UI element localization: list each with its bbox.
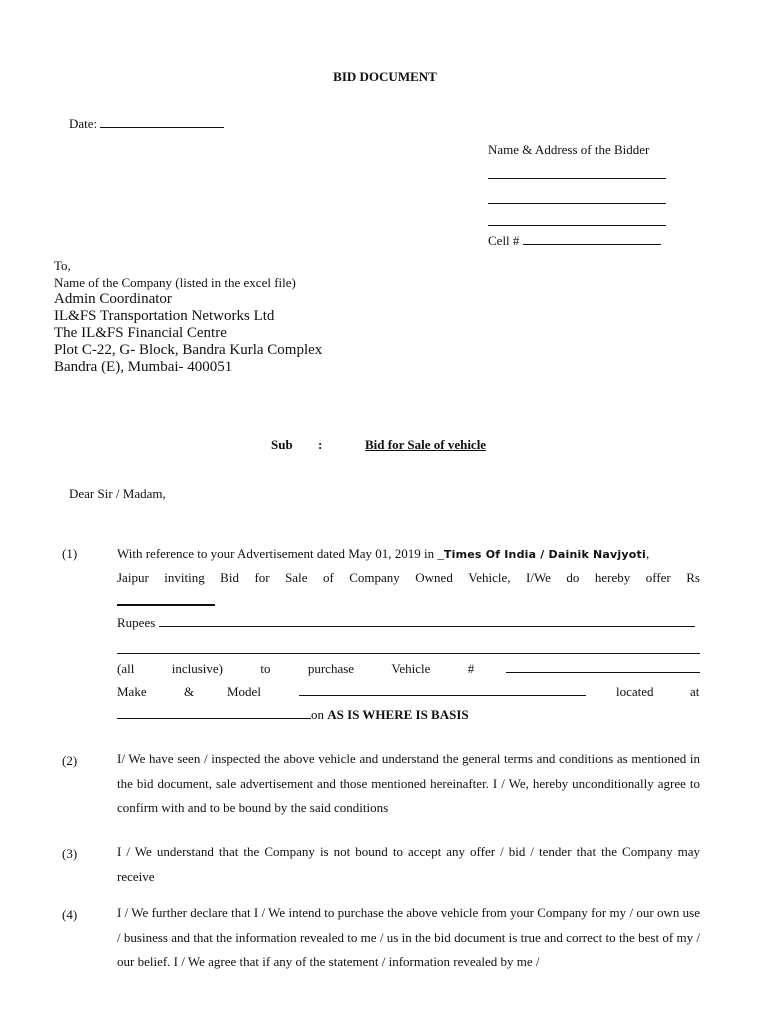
word: Vehicle, (468, 570, 511, 585)
company-note: Name of the Company (listed in the excel file) (54, 274, 296, 290)
to-salutation: To, (54, 258, 71, 273)
on-label: on (311, 707, 324, 722)
make-model-blank (299, 684, 586, 696)
word: purchase (307, 661, 355, 676)
document-title: BID DOCUMENT (333, 69, 437, 84)
word: Owned (415, 570, 453, 585)
word: inviting (164, 570, 205, 585)
subject-text: Bid for Sale of vehicle (365, 437, 487, 452)
address-line: The IL&FS Financial Centre (54, 325, 227, 341)
word: Vehicle (391, 661, 431, 676)
para-1-line-6 (117, 684, 700, 700)
word: I/We (526, 570, 551, 585)
date-blank (100, 116, 224, 128)
para-2-number: (2) (62, 753, 78, 768)
date-label: Date: (69, 116, 98, 131)
ampersand: & (184, 684, 195, 699)
word: Jaipur (117, 570, 149, 585)
bidder-heading: Name & Address of the Bidder (488, 142, 650, 157)
word: Bid (220, 570, 239, 585)
location-blank (117, 707, 311, 719)
bidder-line-3 (488, 225, 666, 226)
bidder-line-2 (488, 203, 666, 204)
date-field (69, 116, 224, 132)
word: offer (645, 570, 671, 585)
cell-blank (523, 233, 661, 245)
rupees-label: Rupees (117, 615, 156, 630)
word: of (322, 570, 334, 585)
word: Rs (686, 570, 700, 585)
address-line: Bandra (E), Mumbai- 400051 (54, 359, 233, 375)
word: (all (117, 661, 135, 676)
para-1-text: With reference to your Advertisement dated May 01, 2019 in _ (117, 546, 444, 561)
para-1-line-1 (117, 546, 649, 562)
recipient-address (54, 258, 322, 376)
para-1-line-2 (117, 570, 700, 586)
para-3-text: I / We understand that the Company is not bound to accept any offer / bid / tender that the Company may receive (117, 844, 700, 884)
word: Sale (285, 570, 308, 585)
address-line: IL&FS Transportation Networks Ltd (54, 308, 275, 324)
address-line: Plot C-22, G- Block, Bandra Kurla Complex (54, 342, 323, 358)
at-label: at (690, 684, 700, 699)
greeting: Dear Sir / Madam, (69, 486, 166, 501)
word: for (254, 570, 270, 585)
cell-label: Cell # (488, 233, 520, 248)
word: do (566, 570, 580, 585)
subject-colon: : (318, 437, 323, 452)
rupees-blank (159, 615, 695, 627)
address-line: Admin Coordinator (54, 291, 172, 307)
para-1-line-7 (117, 707, 469, 723)
word: # (467, 661, 475, 676)
newspaper-name: Times Of India / Dainik Navjyoti (443, 548, 646, 561)
model-label: Model (227, 684, 261, 699)
cell-field (488, 233, 661, 249)
bidder-line-1 (488, 178, 666, 179)
amount-blank (117, 604, 215, 606)
vehicle-number-blank (506, 661, 700, 673)
word: inclusive) (171, 661, 223, 676)
para-4-number: (4) (62, 907, 78, 922)
located-label: located (616, 684, 654, 699)
sale-basis: AS IS WHERE IS BASIS (327, 707, 469, 722)
para-1-number: (1) (62, 546, 78, 561)
make-label: Make (117, 684, 147, 699)
para-2-text: I/ We have seen / inspected the above vehicle and understand the general terms and conditions as mentioned in the bid document, sale advertisement and those mentioned hereinafter. I / We, hereby unconditionally agree to confirm with and to be bound by the said conditions (117, 751, 700, 815)
word: to (260, 661, 271, 676)
para-4-text: I / We further declare that I / We intend to purchase the above vehicle from your Company for my / our own use / business and that the information revealed to me / us in the bid document is true and correct to the best of my / our belief. I / We agree that if any of the statement / information revealed by me / (117, 905, 700, 969)
rupees-blank-2 (117, 653, 700, 654)
word: Company (349, 570, 400, 585)
para-1-line-5 (117, 661, 700, 677)
word: hereby (594, 570, 631, 585)
subject-label: Sub (271, 437, 293, 452)
para-1-comma: , (645, 546, 650, 561)
para-3-number: (3) (62, 846, 78, 861)
rupees-field (117, 615, 695, 631)
